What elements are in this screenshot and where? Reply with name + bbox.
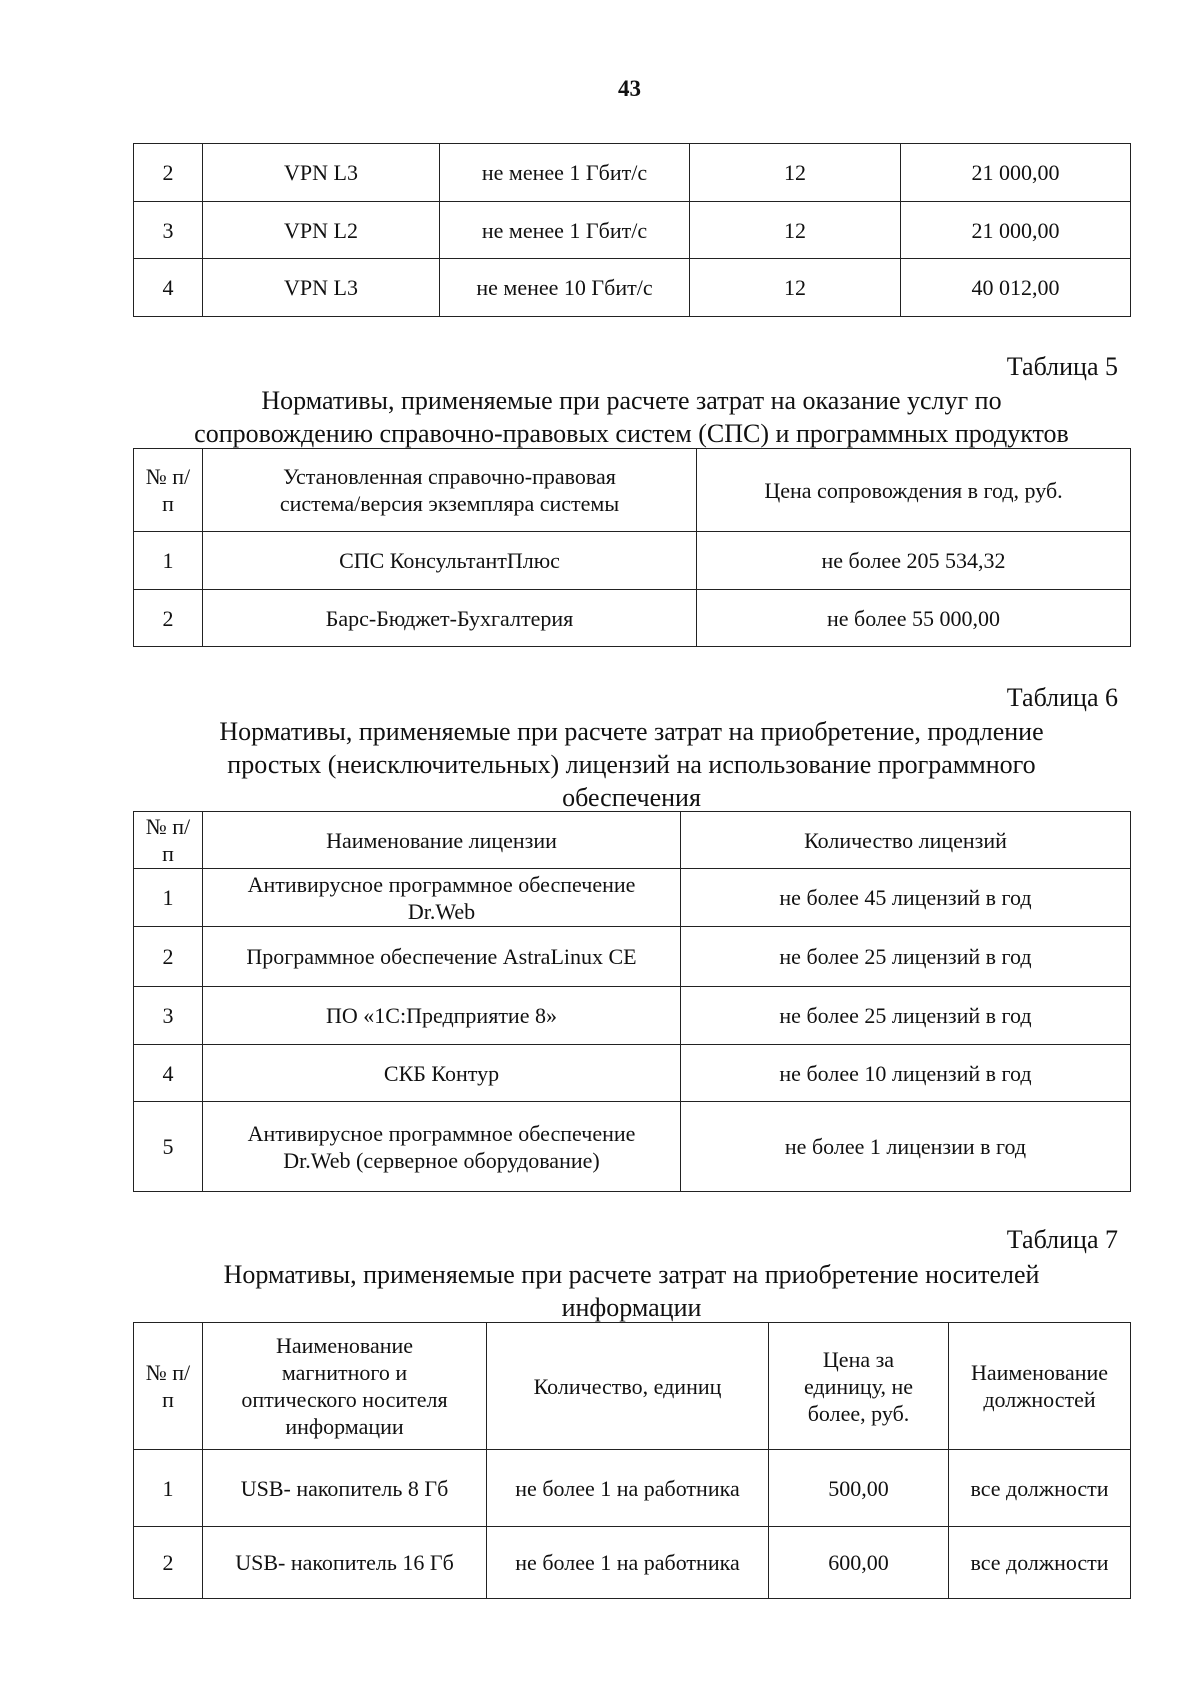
table-cell: ПО «1С:Предприятие 8» [203,987,681,1045]
table-cell: 21 000,00 [901,202,1131,259]
table-7-title [133,1258,1130,1324]
table-6-title [133,715,1130,814]
table-cell: не более 205 534,32 [697,532,1131,590]
table-7 [133,1322,1131,1599]
table-cell: 500,00 [769,1450,949,1527]
table-cell: 2 [134,144,203,202]
table-row [134,987,1131,1045]
table-header-row [134,1323,1131,1450]
table-row [134,259,1131,317]
table-cell: 40 012,00 [901,259,1131,317]
table-cell: 12 [690,202,901,259]
table-cell: 600,00 [769,1527,949,1599]
header-cell: № п/п [134,1323,203,1450]
table-row [134,144,1131,202]
table-header-row [134,812,1131,869]
table-7-label: Таблица 7 [1006,1225,1118,1254]
table-cell: не более 55 000,00 [697,590,1131,647]
title-line: Нормативы, применяемые при расчете затрат на приобретение, продление [219,717,1044,746]
title-line: простых (неисключительных) лицензий на использование программного [227,750,1036,779]
table-cell: СПС КонсультантПлюс [203,532,697,590]
table-cell: Антивирусное программное обеспечение Dr.Web [203,869,681,927]
header-cell: Наименование магнитного и оптического носителя информации [203,1323,487,1450]
table-cell: не более 10 лицензий в год [681,1045,1131,1102]
table-cell: Барс-Бюджет-Бухгалтерия [203,590,697,647]
table-cell: 2 [134,927,203,987]
title-line: сопровождению справочно-правовых систем (СПС) и программных продуктов [194,419,1069,448]
title-line: Нормативы, применяемые при расчете затрат на оказание услуг по [261,386,1002,415]
table-cell: USB- накопитель 16 Гб [203,1527,487,1599]
header-cell: № п/п [134,812,203,869]
table-row [134,927,1131,987]
page-number: 43 [618,76,641,101]
table-cell: не менее 1 Гбит/с [440,144,690,202]
header-cell: Наименование должностей [949,1323,1131,1450]
table-row [134,869,1131,927]
table-cell: все должности [949,1527,1131,1599]
table-cell: 2 [134,1527,203,1599]
table-cell: 1 [134,1450,203,1527]
table-cell: не более 25 лицензий в год [681,927,1131,987]
table-cell: не более 1 на работника [487,1450,769,1527]
table-cell: 4 [134,259,203,317]
header-cell: Наименование лицензии [203,812,681,869]
table-cell: все должности [949,1450,1131,1527]
table-cell: не более 1 лицензии в год [681,1102,1131,1192]
table-cell: 5 [134,1102,203,1192]
table-row [134,1045,1131,1102]
header-cell: Цена сопровождения в год, руб. [697,449,1131,532]
table-row [134,532,1131,590]
table-header-row [134,449,1131,532]
table-cell: не более 25 лицензий в год [681,987,1131,1045]
table-row [134,1102,1131,1192]
title-line: информации [561,1293,702,1322]
table-cell: 2 [134,590,203,647]
header-cell: Количество лицензий [681,812,1131,869]
table-cell: 3 [134,202,203,259]
table-cell: Программное обеспечение AstraLinux CE [203,927,681,987]
table-row [134,202,1131,259]
table-5-title [133,384,1130,450]
table-6-label: Таблица 6 [1006,683,1118,712]
header-cell: Цена за единицу, не более, руб. [769,1323,949,1450]
table-cell: Антивирусное программное обеспечение Dr.Web (серверное оборудование) [203,1102,681,1192]
table-row [134,1450,1131,1527]
table-cell: СКБ Контур [203,1045,681,1102]
table-cell: 21 000,00 [901,144,1131,202]
table-cell: не менее 1 Гбит/с [440,202,690,259]
table-cell: VPN L3 [203,144,440,202]
title-line: обеспечения [562,783,701,812]
header-cell: Количество, единиц [487,1323,769,1450]
table-cell: 1 [134,532,203,590]
table-cell: не более 45 лицензий в год [681,869,1131,927]
header-cell: Установленная справочно-правовая система/версия экземпляра системы [203,449,697,532]
table-5 [133,448,1131,647]
title-line: Нормативы, применяемые при расчете затрат на приобретение носителей [223,1260,1040,1289]
table-cell: 3 [134,987,203,1045]
table-row [134,1527,1131,1599]
table-cell: USB- накопитель 8 Гб [203,1450,487,1527]
table-row [134,590,1131,647]
table-cell: 4 [134,1045,203,1102]
table-cell: 1 [134,869,203,927]
table-cell: VPN L3 [203,259,440,317]
table-6 [133,811,1131,1192]
header-cell: № п/п [134,449,203,532]
table-cell: не менее 10 Гбит/с [440,259,690,317]
table-4-continuation [133,143,1131,317]
table-cell: 12 [690,259,901,317]
table-cell: VPN L2 [203,202,440,259]
table-cell: не более 1 на работника [487,1527,769,1599]
table-cell: 12 [690,144,901,202]
table-5-label: Таблица 5 [1006,352,1118,381]
